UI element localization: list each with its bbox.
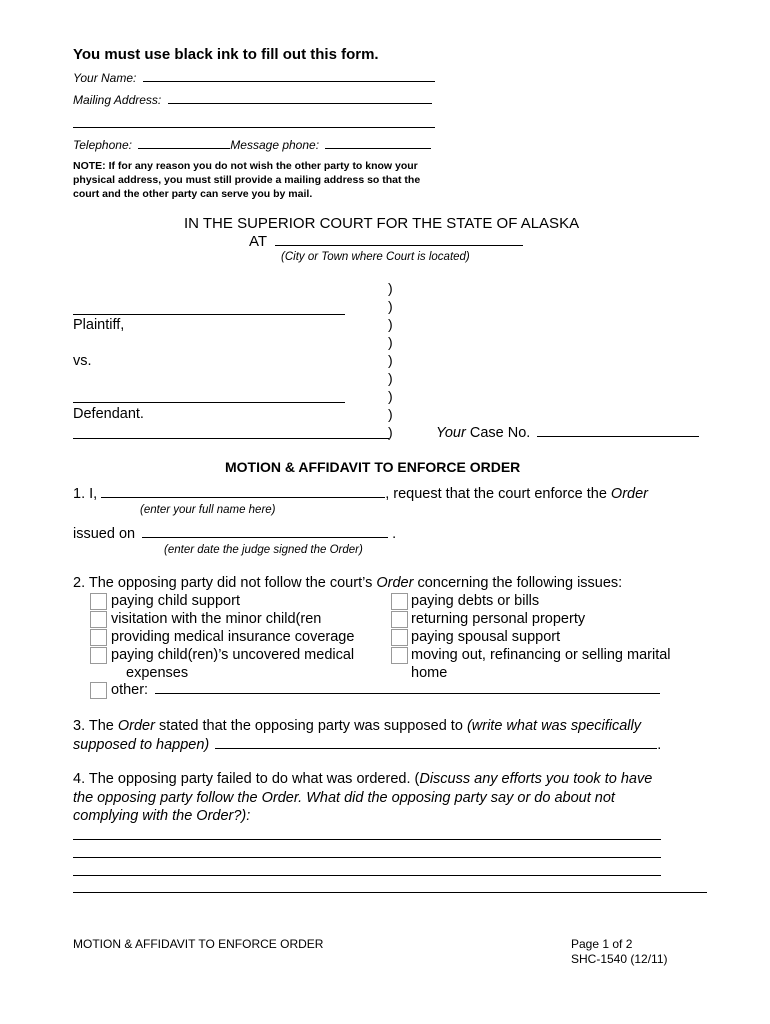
option-label: moving out, refinancing or selling marital: [411, 647, 671, 663]
item4-answer-line[interactable]: [73, 879, 707, 893]
option-label: paying child support: [111, 593, 240, 609]
mailing-address-field-2[interactable]: [73, 113, 435, 128]
option-label: paying debts or bills: [411, 593, 540, 609]
checkbox-debts[interactable]: [391, 593, 408, 610]
checkbox-personal-property[interactable]: [391, 611, 408, 628]
checkbox-other[interactable]: [90, 682, 107, 699]
checkbox-uncovered-medical[interactable]: [90, 647, 107, 664]
item3-line2: [73, 737, 661, 753]
checkbox-marital-home[interactable]: [391, 647, 408, 664]
mailing-address-field[interactable]: [168, 103, 432, 104]
other-field[interactable]: [155, 693, 660, 694]
your-name-label: Your Name:: [73, 71, 137, 85]
telephone-field[interactable]: [138, 148, 230, 149]
item3-b: stated that the opposing party was supposed to: [159, 718, 463, 734]
court-title: IN THE SUPERIOR COURT FOR THE STATE OF ALASKA: [184, 215, 580, 232]
item2-intro: [73, 575, 622, 591]
item1-order: Order: [610, 486, 648, 502]
item2-intro-a: 2. The opposing party did not follow the court’s: [73, 575, 373, 591]
item3-order: Order: [117, 718, 155, 734]
caption-paren: ): [388, 352, 393, 368]
issued-on-row: [73, 526, 396, 542]
full-name-hint: (enter your full name here): [140, 504, 276, 516]
caption-paren: ): [388, 280, 393, 296]
item1-suffix: , request that the court enforce the: [385, 486, 607, 502]
checkbox-child-support[interactable]: [90, 593, 107, 610]
footer-form-title: MOTION & AFFIDAVIT TO ENFORCE ORDER: [73, 937, 324, 951]
item4-line1: [73, 771, 652, 787]
court-location-field[interactable]: [275, 245, 523, 246]
other-label: other:: [111, 682, 149, 698]
item3-a: 3. The: [73, 718, 114, 734]
item4-a: 4. The opposing party failed to do what was ordered. (: [73, 771, 420, 787]
court-location-row: [249, 233, 523, 250]
vs-label: vs.: [73, 353, 92, 369]
item4-answer-line[interactable]: [73, 844, 661, 858]
case-number-row: [436, 425, 699, 441]
court-location-hint: (City or Town where Court is located): [281, 251, 470, 263]
your-name-field[interactable]: [143, 81, 435, 82]
plaintiff-name-field[interactable]: [73, 300, 345, 315]
full-name-field[interactable]: [101, 497, 385, 498]
checkbox-visitation[interactable]: [90, 611, 107, 628]
option-label: visitation with the minor child(ren: [111, 611, 322, 627]
case-number-field[interactable]: [537, 436, 699, 437]
item4-b: Discuss any efforts you took to have: [419, 771, 653, 787]
your-name-row: [73, 71, 435, 85]
caption-paren: ): [388, 298, 393, 314]
at-label: AT: [249, 233, 267, 250]
address-note: NOTE: If for any reason you do not wish the other party to know your physical address, you must still provide a mailing address so that the court and the other party can serve you by mail.: [73, 160, 421, 200]
issued-on-period: .: [392, 526, 397, 542]
plaintiff-label: Plaintiff,: [73, 317, 125, 333]
order-date-field[interactable]: [142, 537, 388, 538]
item1-row: [73, 486, 648, 502]
footer-page-number: Page 1 of 2: [571, 937, 633, 951]
item3-line1: [73, 718, 641, 734]
message-phone-field[interactable]: [325, 148, 431, 149]
item3-c: (write what was specifically: [466, 718, 641, 734]
defendant-name-field[interactable]: [73, 388, 345, 403]
caption-paren: ): [388, 370, 393, 386]
caption-paren: ): [388, 424, 393, 440]
option-label: paying child(ren)’s uncovered medical: [111, 647, 355, 663]
item3-field[interactable]: [215, 748, 657, 749]
defendant-label: Defendant.: [73, 406, 144, 422]
caption-paren: ): [388, 406, 393, 422]
mailing-address-row: [73, 93, 432, 107]
item4-line2: the opposing party follow the Order. What did the opposing party say or do about not: [73, 790, 615, 806]
item2-intro-order: Order: [376, 575, 414, 591]
item4-line3: complying with the Order?):: [73, 808, 251, 824]
option-label: expenses: [126, 665, 189, 681]
case-no-label: Case No.: [469, 425, 531, 441]
item4-answer-line[interactable]: [73, 826, 661, 840]
caption-paren: ): [388, 316, 393, 332]
ink-notice: You must use black ink to fill out this form.: [73, 46, 379, 63]
item2-intro-b: concerning the following issues:: [417, 575, 623, 591]
item1-prefix: 1. I,: [73, 486, 98, 502]
case-no-your: Your: [436, 425, 466, 441]
form-title: MOTION & AFFIDAVIT TO ENFORCE ORDER: [225, 459, 521, 475]
other-row: [111, 682, 660, 698]
item3-d: supposed to happen): [73, 737, 210, 753]
checkbox-spousal-support[interactable]: [391, 629, 408, 646]
phone-row: [73, 138, 431, 152]
option-label: home: [411, 665, 448, 681]
caption-paren: ): [388, 334, 393, 350]
issued-on-label: issued on: [73, 526, 136, 542]
caption-paren: ): [388, 388, 393, 404]
item3-period: .: [657, 737, 662, 753]
item4-answer-line[interactable]: [73, 862, 661, 876]
checkbox-medical-insurance[interactable]: [90, 629, 107, 646]
caption-bottom-line: [73, 424, 389, 439]
option-label: returning personal property: [411, 611, 586, 627]
footer-form-number: SHC-1540 (12/11): [571, 952, 668, 966]
option-label: paying spousal support: [411, 629, 561, 645]
order-date-hint: (enter date the judge signed the Order): [164, 544, 363, 556]
mailing-address-label: Mailing Address:: [73, 93, 162, 107]
option-label: providing medical insurance coverage: [111, 629, 355, 645]
telephone-label: Telephone:: [73, 138, 132, 152]
message-phone-label: Message phone:: [230, 138, 320, 152]
